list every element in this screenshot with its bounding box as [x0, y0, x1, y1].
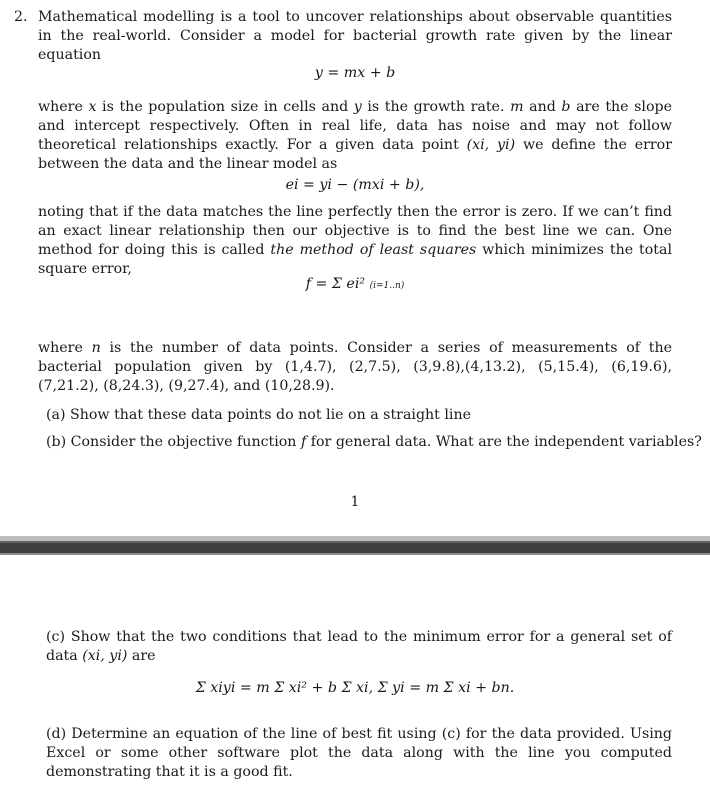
- var-b: b: [561, 99, 571, 115]
- part-d: (d) Determine an equation of the line of best fit using (c) for the data provided. Using Excel or some other software plot the data along with the line you computed demonstrating that it is a good fit.: [46, 726, 672, 780]
- emphasis: the method of least squares: [270, 242, 477, 258]
- text: where: [38, 99, 89, 115]
- page-divider: [0, 541, 710, 555]
- text: noting that if the data matches the line perfectly then the error is zero. If we can’t find an exact linear relationship then our objective is to find the best line we can. One method for doing this is called: [38, 204, 672, 258]
- part-a: (a) Show that these data points do not lie on a straight line: [46, 407, 471, 423]
- text: is the growth rate.: [361, 99, 511, 115]
- page-number: 1: [350, 494, 360, 510]
- question-number: 2.: [14, 9, 28, 25]
- text: are: [127, 648, 156, 664]
- sum-limits: (i=1..n): [369, 281, 405, 291]
- definitions-paragraph: [38, 98, 672, 174]
- part-c: [46, 628, 672, 666]
- var-n: n: [91, 340, 101, 356]
- var-f: f: [300, 434, 307, 450]
- data-paragraph: [38, 339, 672, 396]
- data-point: (xi, yi): [82, 648, 128, 664]
- var-y: y: [353, 99, 362, 115]
- data-point: (xi, yi): [466, 137, 516, 153]
- text: is the number of data points. Consider a series of measurements of the bacterial population given by (1,4.7), (2,7.5), (3,9.8),(4,13.2), (5,15.4), (6,19.6), (7,21.2), (8,24.3), (9,27.4), and (10,28.9).: [38, 340, 672, 394]
- text: (c) Show that the two conditions that lead to the minimum error for a general set of data: [46, 629, 672, 664]
- text: which minimizes the total square error,: [38, 242, 672, 277]
- text: for general data. What are the independent variables?: [306, 434, 702, 450]
- conditions-equation-text: Σ xiyi = m Σ xi² + b Σ xi, Σ yi = m Σ xi + bn.: [195, 680, 515, 696]
- objective-equation-text: f = Σ ei²: [305, 276, 366, 292]
- error-equation: [0, 177, 710, 193]
- conditions-equation: [0, 680, 710, 696]
- text: are the slope and intercept respectively. Often in real life, data has noise and may not follow theoretical relationships exactly. For a given data point: [38, 99, 672, 153]
- objective-equation: [0, 276, 710, 292]
- part-b: [46, 433, 702, 452]
- text: where: [38, 340, 92, 356]
- text: (b) Consider the objective function: [46, 434, 301, 450]
- var-m: m: [510, 99, 524, 115]
- least-squares-paragraph: [38, 203, 672, 279]
- text: we define the error between the data and the linear model as: [38, 137, 672, 172]
- text: and: [523, 99, 562, 115]
- error-equation-text: ei = yi − (mxi + b),: [285, 177, 425, 193]
- linear-equation-text: y = mx + b: [314, 65, 396, 81]
- intro-paragraph: Mathematical modelling is a tool to uncover relationships about observable quantities in the real-world. Consider a model for bacterial growth rate given by the linear equation: [38, 9, 672, 63]
- sum-lower: i=1: [373, 281, 390, 291]
- linear-equation: [0, 65, 710, 81]
- text: is the population size in cells and: [96, 99, 354, 115]
- var-x: x: [88, 99, 97, 115]
- sum-upper: n: [394, 281, 401, 291]
